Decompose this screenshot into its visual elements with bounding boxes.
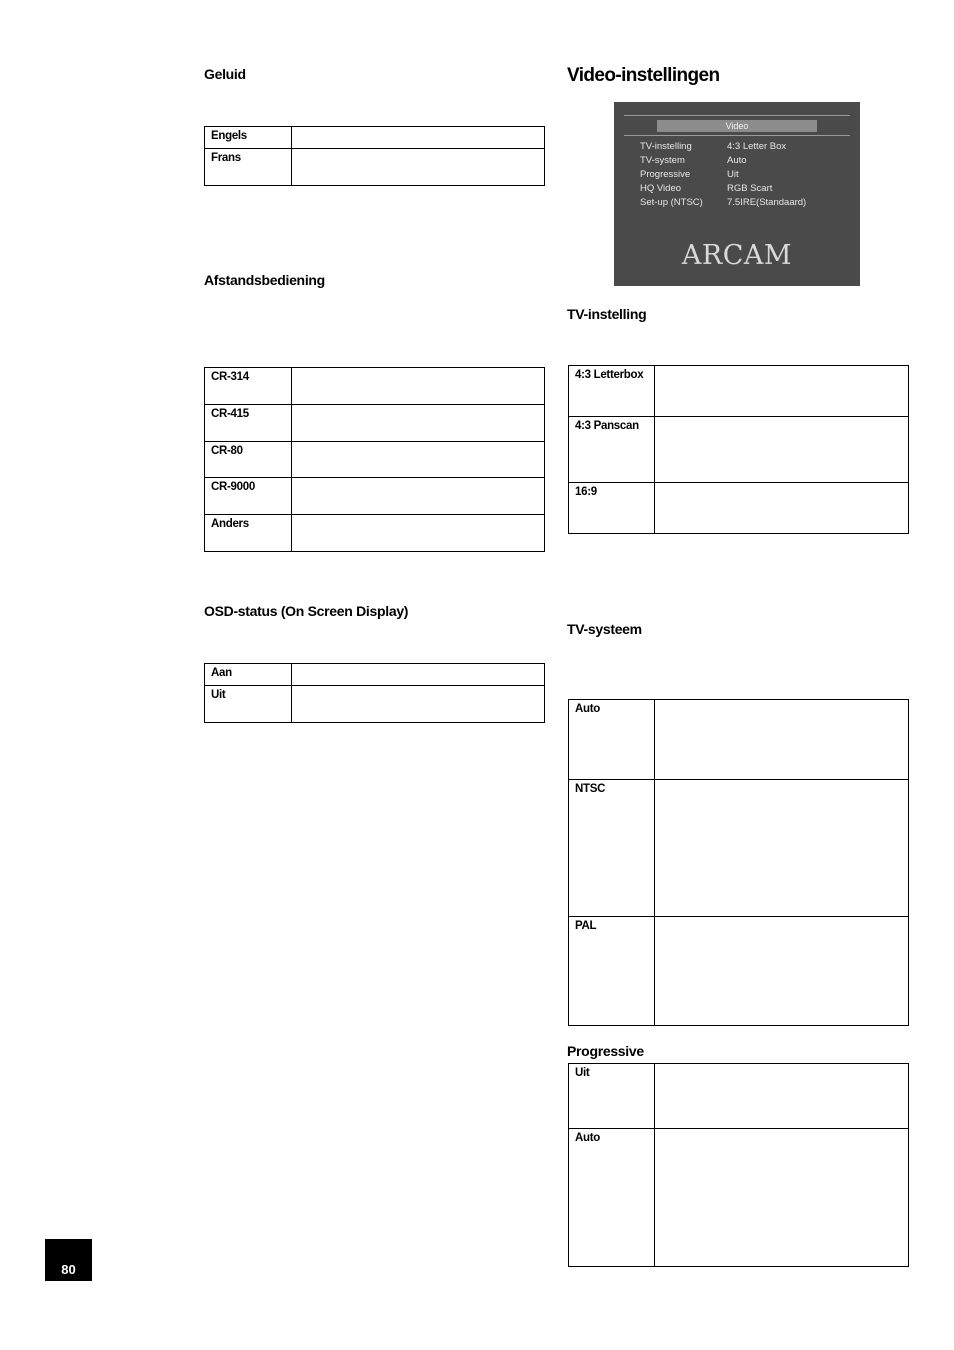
- table-row: [569, 1064, 909, 1129]
- page-number: 80: [45, 1239, 92, 1281]
- menu-value: Uit: [727, 169, 739, 180]
- table-row: [205, 149, 545, 186]
- progressive-table: [568, 1063, 909, 1267]
- table-row: [569, 417, 909, 483]
- menu-key: TV-instelling: [640, 141, 692, 152]
- page-title: Video-instellingen: [567, 65, 720, 86]
- option-label: Uit: [569, 1064, 655, 1129]
- option-label: CR-9000: [205, 478, 292, 515]
- table-row: [205, 442, 545, 478]
- table-row: [569, 483, 909, 534]
- table-row: [205, 686, 545, 723]
- option-label: Aan: [205, 664, 292, 686]
- menu-value: 4:3 Letter Box: [727, 141, 787, 152]
- table-row: [205, 368, 545, 405]
- section-heading-tv-systeem: TV-systeem: [567, 621, 642, 637]
- table-row: [569, 780, 909, 917]
- menu-row: [640, 168, 850, 182]
- table-row: [205, 478, 545, 515]
- tv-instelling-table: [568, 365, 909, 534]
- menu-tab-video: Video: [657, 120, 817, 132]
- menu-key: Set-up (NTSC): [640, 197, 703, 208]
- option-label: NTSC: [569, 780, 655, 917]
- tv-systeem-table: [568, 699, 909, 1026]
- option-description: [655, 483, 909, 534]
- option-label: CR-80: [205, 442, 292, 478]
- table-row: [205, 405, 545, 442]
- menu-value: Auto: [727, 155, 747, 166]
- option-description: [655, 700, 909, 780]
- option-description: [655, 1129, 909, 1267]
- section-heading-osd-status: OSD-status (On Screen Display): [204, 603, 409, 619]
- option-description: [292, 478, 545, 515]
- option-description: [292, 515, 545, 552]
- option-description: [292, 127, 545, 149]
- option-description: [655, 1064, 909, 1129]
- option-label: Anders: [205, 515, 292, 552]
- option-label: 4:3 Panscan: [569, 417, 655, 483]
- table-row: [205, 127, 545, 149]
- menu-key: TV-system: [640, 155, 685, 166]
- osd-video-menu-screenshot: [614, 102, 860, 286]
- option-label: Auto: [569, 1129, 655, 1267]
- geluid-table: [204, 126, 545, 186]
- table-row: [569, 917, 909, 1026]
- option-label: CR-314: [205, 368, 292, 405]
- menu-row: [640, 182, 850, 196]
- option-label: Auto: [569, 700, 655, 780]
- menu-key: HQ Video: [640, 183, 682, 194]
- menu-divider: [624, 115, 850, 116]
- menu-key: Progressive: [640, 169, 691, 180]
- menu-row: [640, 196, 850, 210]
- option-description: [292, 405, 545, 442]
- option-label: 4:3 Letterbox: [569, 366, 655, 417]
- menu-row: [640, 154, 850, 168]
- option-label: CR-415: [205, 405, 292, 442]
- section-heading-geluid: Geluid: [204, 66, 246, 82]
- section-heading-progressive: Progressive: [567, 1043, 644, 1059]
- option-description: [292, 664, 545, 686]
- menu-row: [640, 140, 850, 154]
- section-heading-afstandsbediening: Afstandsbediening: [204, 272, 325, 288]
- table-row: [569, 1129, 909, 1267]
- option-label: Frans: [205, 149, 292, 186]
- option-description: [655, 366, 909, 417]
- option-label: Engels: [205, 127, 292, 149]
- osd-status-table: [204, 663, 545, 723]
- table-row: [569, 366, 909, 417]
- option-label: Uit: [205, 686, 292, 723]
- arcam-logo: ARCAM: [681, 240, 793, 271]
- option-label: PAL: [569, 917, 655, 1026]
- option-description: [655, 780, 909, 917]
- option-description: [655, 917, 909, 1026]
- option-label: 16:9: [569, 483, 655, 534]
- section-heading-tv-instelling: TV-instelling: [567, 306, 647, 322]
- option-description: [655, 417, 909, 483]
- table-row: [205, 664, 545, 686]
- menu-value: RGB Scart: [727, 183, 773, 194]
- afstandsbediening-table: [204, 367, 545, 552]
- option-description: [292, 442, 545, 478]
- menu-value: 7.5IRE(Standaard): [727, 197, 807, 208]
- option-description: [292, 149, 545, 186]
- option-description: [292, 686, 545, 723]
- table-row: [205, 515, 545, 552]
- table-row: [569, 700, 909, 780]
- option-description: [292, 368, 545, 405]
- menu-divider: [624, 135, 850, 136]
